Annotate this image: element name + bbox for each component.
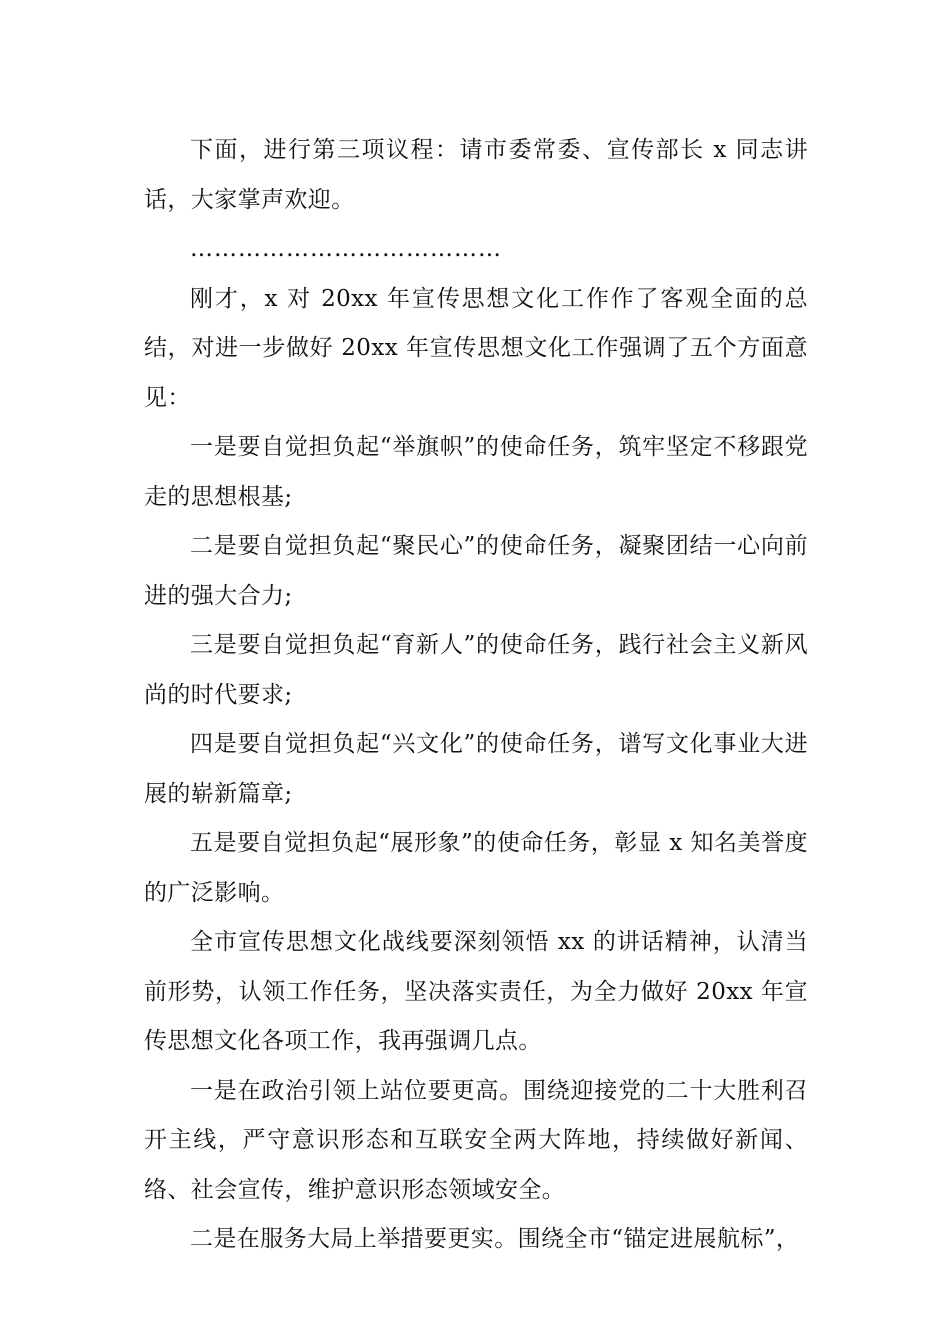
paragraph-point-two: 二是要自觉担负起“聚民心”的使命任务，凝聚团结一心向前进的强大合力; xyxy=(144,533,808,609)
paragraph-emphasis-intro: 全市宣传思想文化战线要深刻领悟 xx 的讲话精神，认清当前形势，认领工作任务，坚决落实责任，为全力做好 20xx 年宣传思想文化各项工作，我再强调几点。 xyxy=(144,929,808,1054)
ellipsis-separator: ………………………………… xyxy=(190,236,502,262)
paragraph-summary: 刚才，x 对 20xx 年宣传思想文化工作作了客观全面的总结，对进一步做好 20xx 年宣传思想文化工作强调了五个方面意见： xyxy=(144,285,808,411)
paragraph-point-three: 三是要自觉担负起“育新人”的使命任务，践行社会主义新风尚的时代要求; xyxy=(144,632,808,708)
paragraph-point-four: 四是要自觉担负起“兴文化”的使命任务，谱写文化事业大进展的崭新篇章; xyxy=(144,731,808,807)
paragraph-point-five: 五是要自觉担负起“展形象”的使命任务，彰显 x 知名美誉度的广泛影响。 xyxy=(144,830,808,906)
paragraph-political-guidance: 一是在政治引领上站位要更高。围绕迎接党的二十大胜利召开主线，严守意识形态和互联安全两大阵地，持续做好新闻、络、社会宣传，维护意识形态领域安全。 xyxy=(144,1077,808,1203)
paragraph-serve-overall: 二是在服务大局上举措要更实。围绕全市“锚定进展航标”， xyxy=(190,1226,800,1252)
paragraph-agenda-item-three: 下面，进行第三项议程：请市委常委、宣传部长 x 同志讲话，大家掌声欢迎。 xyxy=(144,137,808,213)
paragraph-point-one: 一是要自觉担负起“举旗帜”的使命任务，筑牢坚定不移跟党走的思想根基; xyxy=(144,434,808,510)
document-page xyxy=(144,126,808,1265)
